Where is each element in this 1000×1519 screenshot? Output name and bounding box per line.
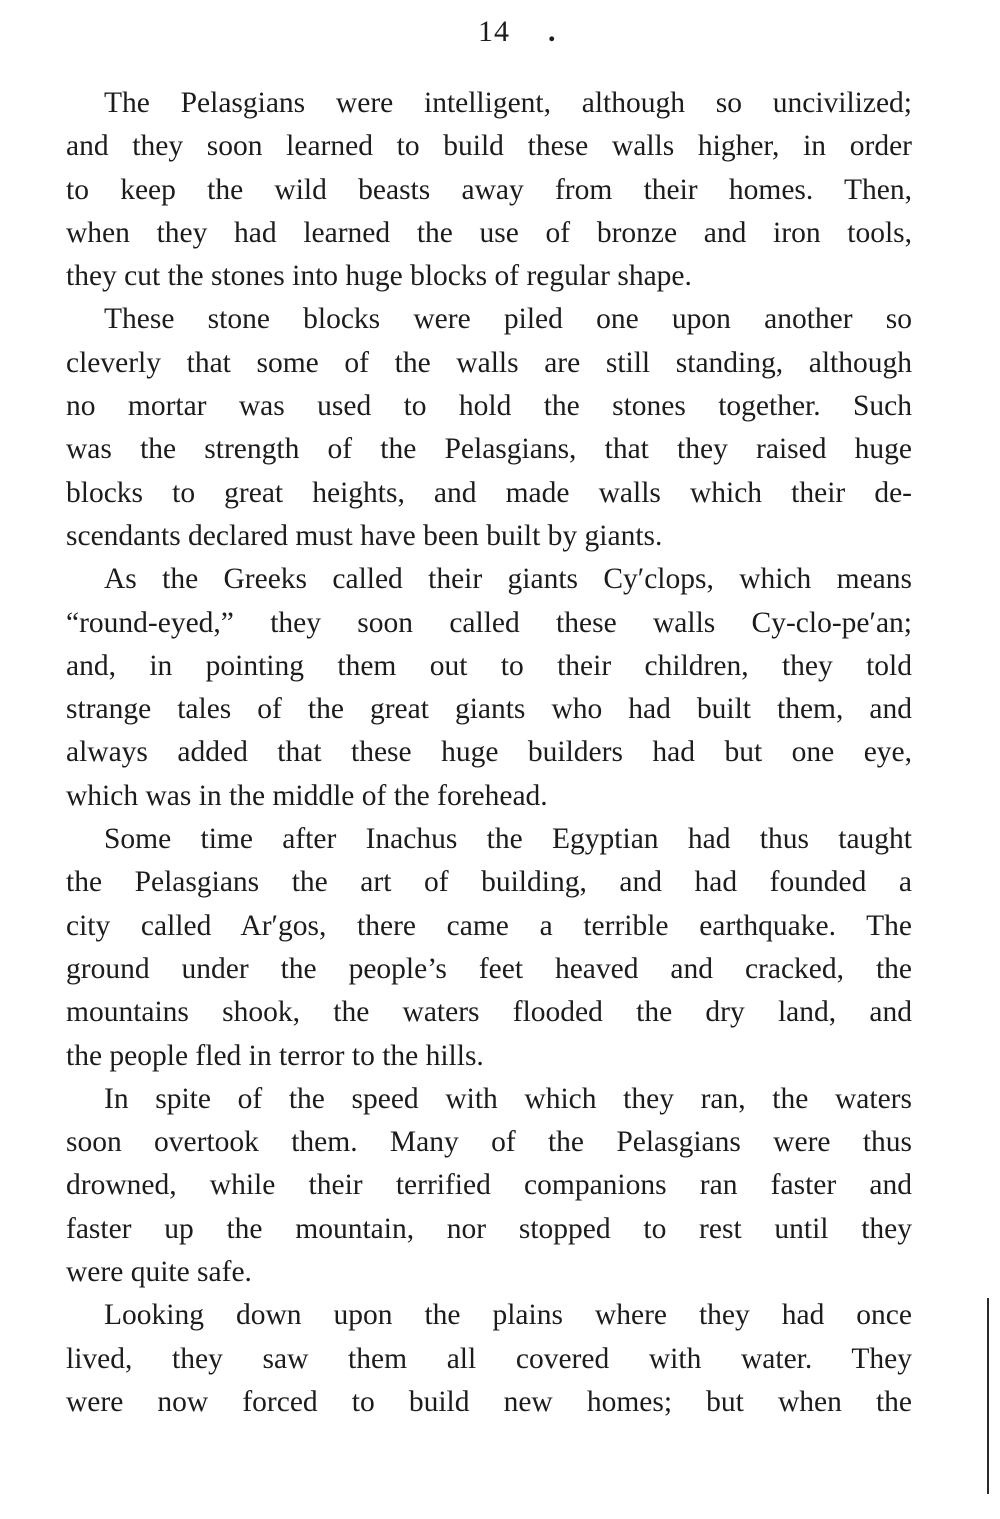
paragraph-1 bbox=[66, 82, 912, 298]
text-line: and, in pointing them out to their children, they told bbox=[66, 649, 912, 682]
text-line: As the Greeks called their giants Cy′clops, which means bbox=[104, 563, 912, 596]
text-line: and they soon learned to build these walls higher, in order bbox=[66, 130, 912, 163]
text-line: were now forced to build new homes; but when the bbox=[66, 1385, 912, 1418]
text-line: always added that these huge builders had but one eye, bbox=[66, 736, 912, 769]
text-line: was the strength of the Pelasgians, that they raised huge bbox=[66, 433, 912, 466]
text-line: to keep the wild beasts away from their homes. Then, bbox=[66, 173, 912, 206]
text-line: city called Ar′gos, there came a terrible earthquake. The bbox=[66, 909, 912, 942]
text-line: These stone blocks were piled one upon another so bbox=[104, 303, 912, 336]
text-line: scendants declared must have been built by giants. bbox=[66, 519, 663, 552]
text-line: mountains shook, the waters flooded the dry land, and bbox=[66, 996, 912, 1029]
text-line: cleverly that some of the walls are still standing, although bbox=[66, 346, 912, 379]
text-line: were quite safe. bbox=[66, 1256, 252, 1289]
text-line: no mortar was used to hold the stones together. Such bbox=[66, 390, 912, 423]
text-line: blocks to great heights, and made walls which their de- bbox=[66, 476, 912, 509]
text-line: Looking down upon the plains where they had once bbox=[104, 1299, 912, 1332]
paragraph-4 bbox=[66, 818, 912, 1078]
page-number-dot: . bbox=[548, 15, 556, 48]
text-line: The Pelasgians were intelligent, although so uncivilized; bbox=[104, 87, 912, 119]
paragraph-5 bbox=[66, 1078, 912, 1294]
page-body bbox=[66, 82, 912, 1424]
paragraph-3 bbox=[66, 558, 912, 818]
paragraph-2 bbox=[66, 298, 912, 558]
text-line: when they had learned the use of bronze and iron tools, bbox=[66, 216, 912, 249]
paragraph-6 bbox=[66, 1294, 912, 1424]
text-line: soon overtook them. Many of the Pelasgians were thus bbox=[66, 1126, 912, 1159]
text-line: “round-eyed,” they soon called these walls Cy-clo-pe′an; bbox=[66, 606, 912, 639]
page-number: 14 bbox=[478, 15, 510, 48]
text-line: drowned, while their terrified companions ran faster and bbox=[66, 1169, 912, 1202]
text-line: lived, they saw them all covered with water. They bbox=[66, 1342, 912, 1375]
scan-edge-rule bbox=[987, 1298, 989, 1494]
text-line: In spite of the speed with which they ran, the waters bbox=[104, 1082, 912, 1115]
text-line: they cut the stones into huge blocks of regular shape. bbox=[66, 260, 692, 293]
text-line: the people fled in terror to the hills. bbox=[66, 1039, 484, 1072]
text-line: the Pelasgians the art of building, and had founded a bbox=[66, 866, 912, 899]
text-line: Some time after Inachus the Egyptian had thus taught bbox=[104, 823, 912, 856]
book-page bbox=[66, 0, 912, 1519]
text-line: strange tales of the great giants who had built them, and bbox=[66, 693, 912, 726]
text-line: which was in the middle of the forehead. bbox=[66, 779, 548, 812]
text-line: faster up the mountain, nor stopped to rest until they bbox=[66, 1212, 912, 1245]
text-line: ground under the people’s feet heaved and cracked, the bbox=[66, 952, 912, 985]
